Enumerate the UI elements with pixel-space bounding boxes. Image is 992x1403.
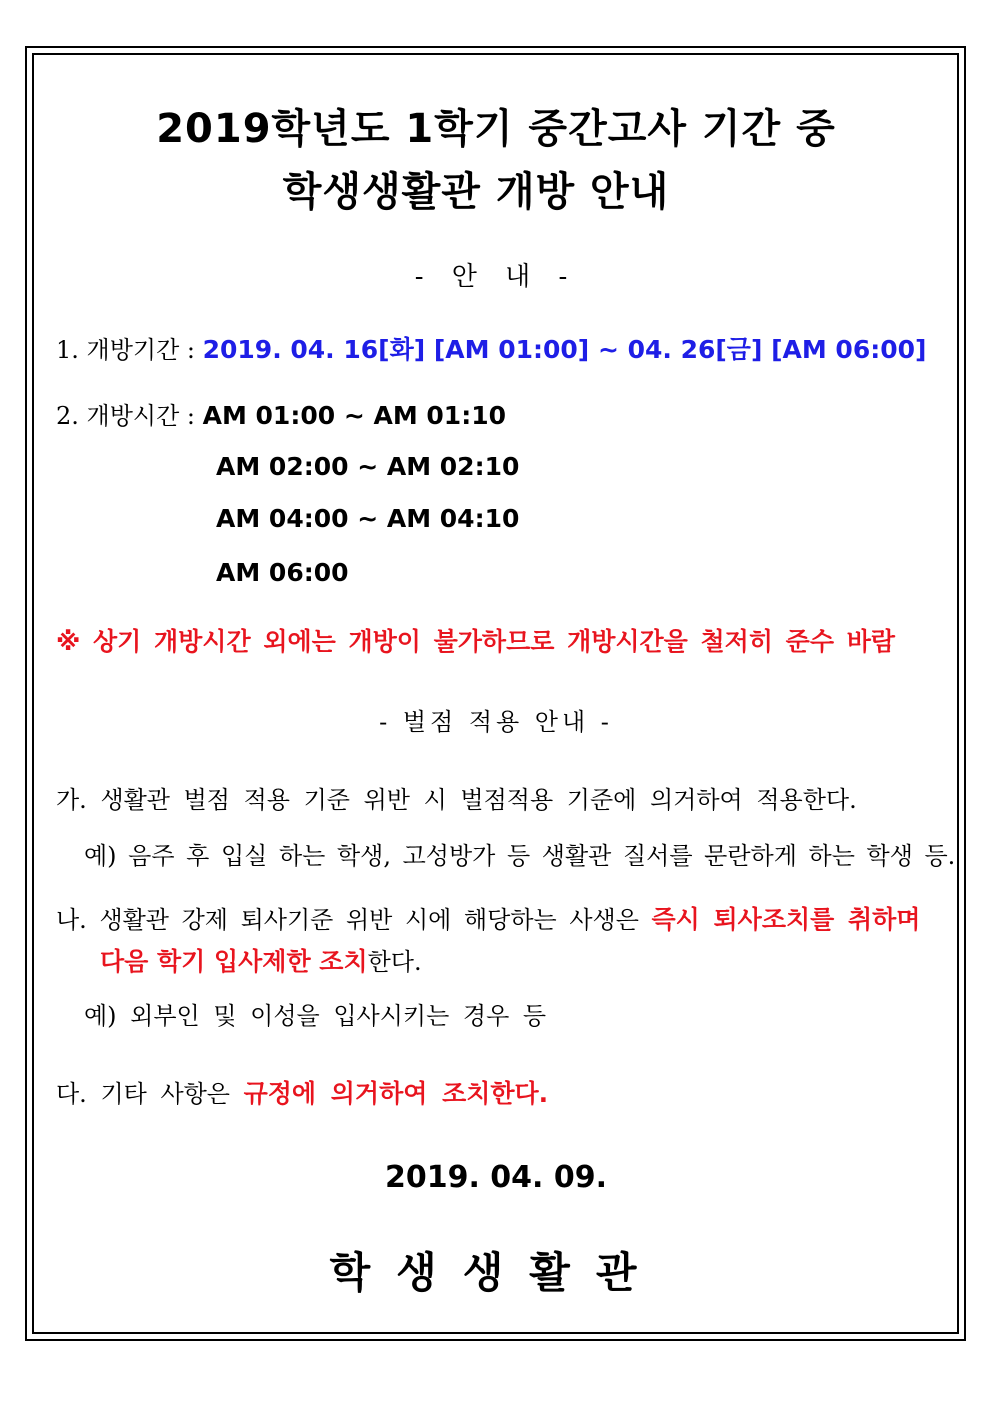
- rule-na-tail: 한다.: [367, 948, 422, 976]
- rule-na-highlight-1: 즉시 퇴사조치를 취하며: [651, 905, 921, 934]
- rule-ga-example: 예) 음주 후 입실 하는 학생, 고성방가 등 생활관 질서를 문란하게 하는 학생 등.: [84, 842, 956, 870]
- time-slot-2: AM 02:00 ~ AM 02:10: [216, 452, 520, 481]
- inner-border: [32, 53, 959, 1334]
- issue-date: 2019. 04. 09.: [384, 1160, 608, 1195]
- rule-da: [56, 1074, 548, 1110]
- penalty-heading: - 벌점 적용 안내 -: [379, 708, 613, 736]
- intro-heading: - 안 내 -: [414, 262, 578, 292]
- period-item: [56, 330, 926, 366]
- rule-da-highlight: 규정에 의거하여 조치한다.: [243, 1079, 549, 1108]
- times-label: 2. 개방시간 :: [56, 402, 203, 430]
- time-slot-4: AM 06:00: [216, 558, 349, 587]
- signature: 학생생활관: [329, 1248, 663, 1297]
- notice-text: ※ 상기 개방시간 외에는 개방이 불가하므로 개방시간을 철저히 준수 바람: [56, 627, 895, 656]
- period-value: 2019. 04. 16[화] [AM 01:00] ~ 04. 26[금] [AM 06:00]: [202, 335, 927, 364]
- time-slot-3: AM 04:00 ~ AM 04:10: [216, 504, 520, 533]
- rule-na-cont: [100, 942, 422, 978]
- rule-na-highlight-2: 다음 학기 입사제한 조치: [100, 947, 368, 976]
- rule-da-text: 다. 기타 사항은: [56, 1080, 244, 1108]
- period-label: 1. 개방기간 :: [56, 336, 203, 364]
- times-item: [56, 396, 506, 431]
- rule-na-example: 예) 외부인 및 이성을 입사시키는 경우 등: [84, 1002, 547, 1030]
- rule-na-text: 나. 생활관 강제 퇴사기준 위반 시에 해당하는 사생은: [56, 906, 652, 934]
- title-line-2: 학생생활관 개방 안내: [282, 169, 670, 215]
- rule-ga: 가. 생활관 벌점 적용 기준 위반 시 벌점적용 기준에 의거하여 적용한다.: [56, 786, 857, 814]
- title-line-1: 2019학년도 1학기 중간고사 기간 중: [156, 106, 836, 152]
- time-slot-1: AM 01:00 ~ AM 01:10: [202, 401, 506, 430]
- rule-na: [56, 900, 920, 936]
